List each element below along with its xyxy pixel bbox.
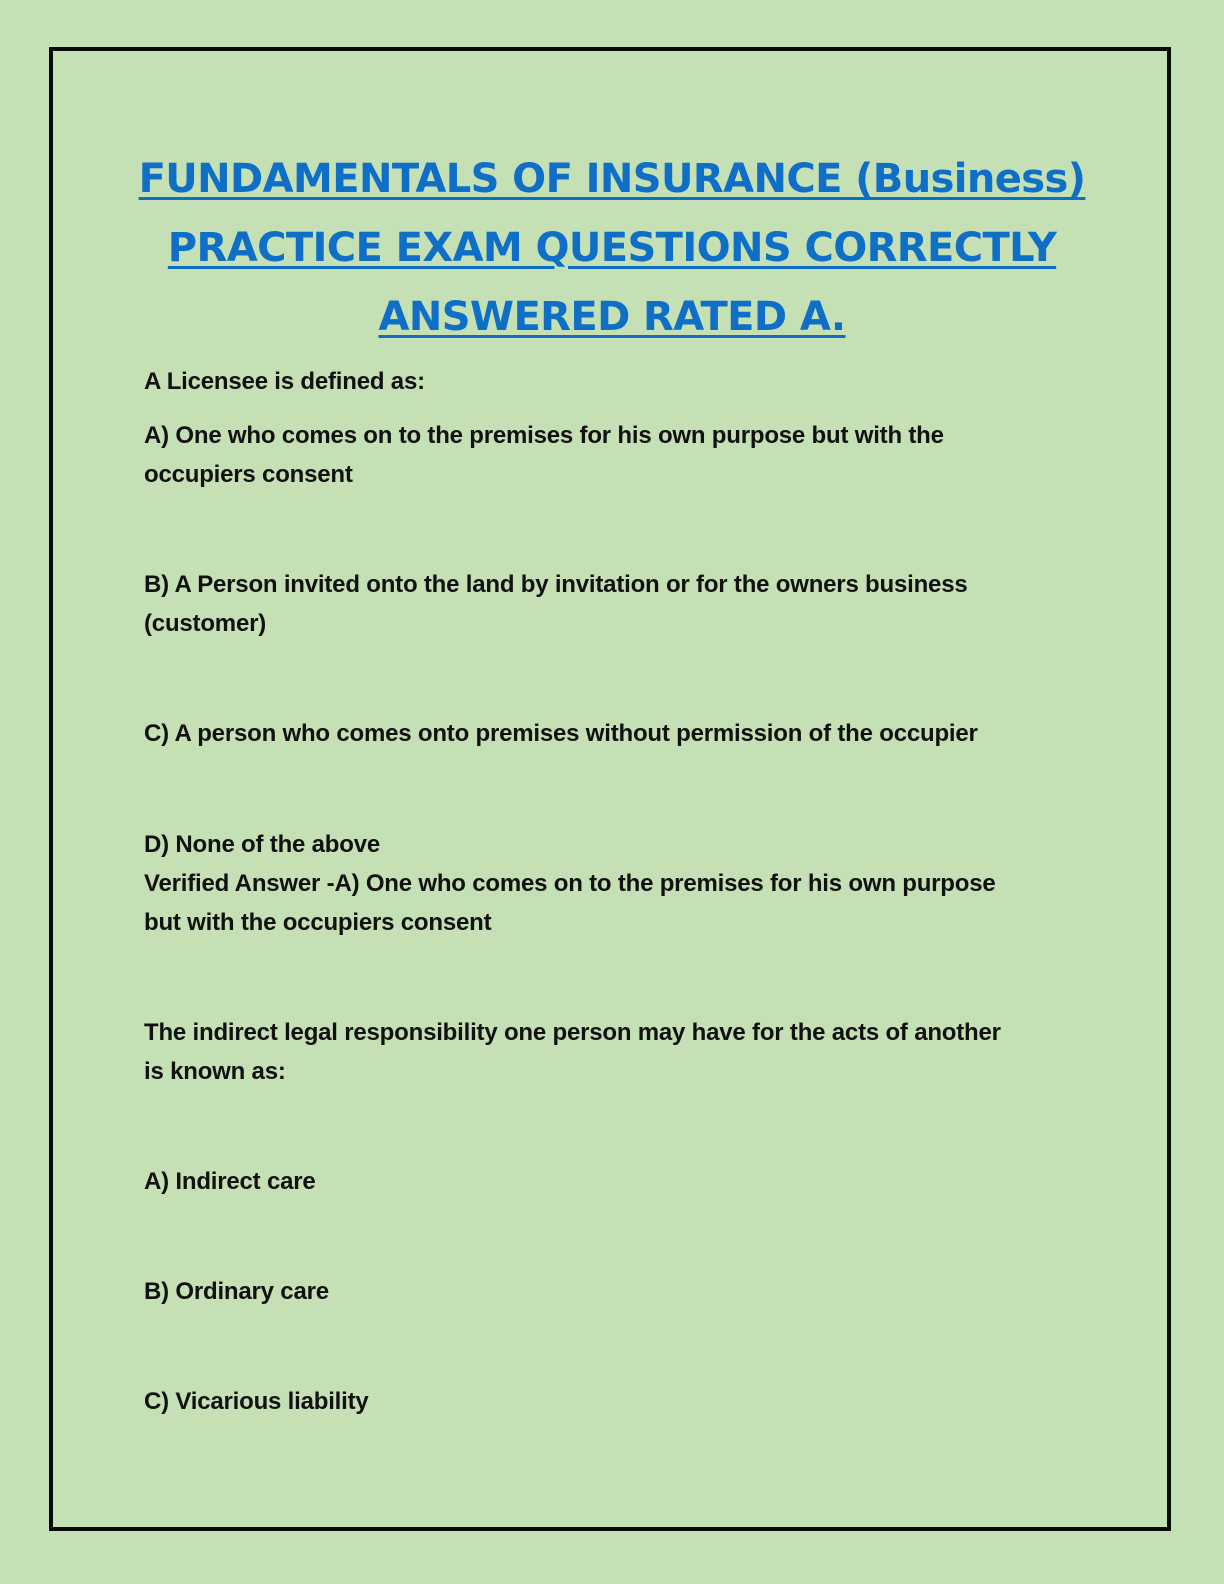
- document-title: [0, 145, 1224, 352]
- question-2-option-b: B) Ordinary care: [144, 1278, 329, 1305]
- question-2-option-a: A) Indirect care: [144, 1168, 316, 1195]
- title-line-1: FUNDAMENTALS OF INSURANCE (Business): [138, 156, 1086, 202]
- question-1-option-b: B) A Person invited onto the land by invitation or for the owners business (customer): [144, 571, 968, 637]
- question-1-verified-answer: Verified Answer -A) One who comes on to the premises for his own purpose but with the occupiers consent: [144, 870, 996, 936]
- question-2-option-c: C) Vicarious liability: [144, 1388, 369, 1415]
- title-line-3: ANSWERED RATED A.: [378, 294, 846, 340]
- question-1-prompt: A Licensee is defined as:: [144, 368, 425, 395]
- title-line-2: PRACTICE EXAM QUESTIONS CORRECTLY: [167, 225, 1057, 271]
- question-1-option-c: C) A person who comes onto premises without permission of the occupier: [144, 720, 978, 747]
- question-1-option-a: A) One who comes on to the premises for his own purpose but with the occupiers consent: [144, 422, 944, 488]
- question-2-prompt: The indirect legal responsibility one person may have for the acts of another is known as:: [144, 1019, 1001, 1085]
- question-1-option-d: D) None of the above: [144, 831, 381, 858]
